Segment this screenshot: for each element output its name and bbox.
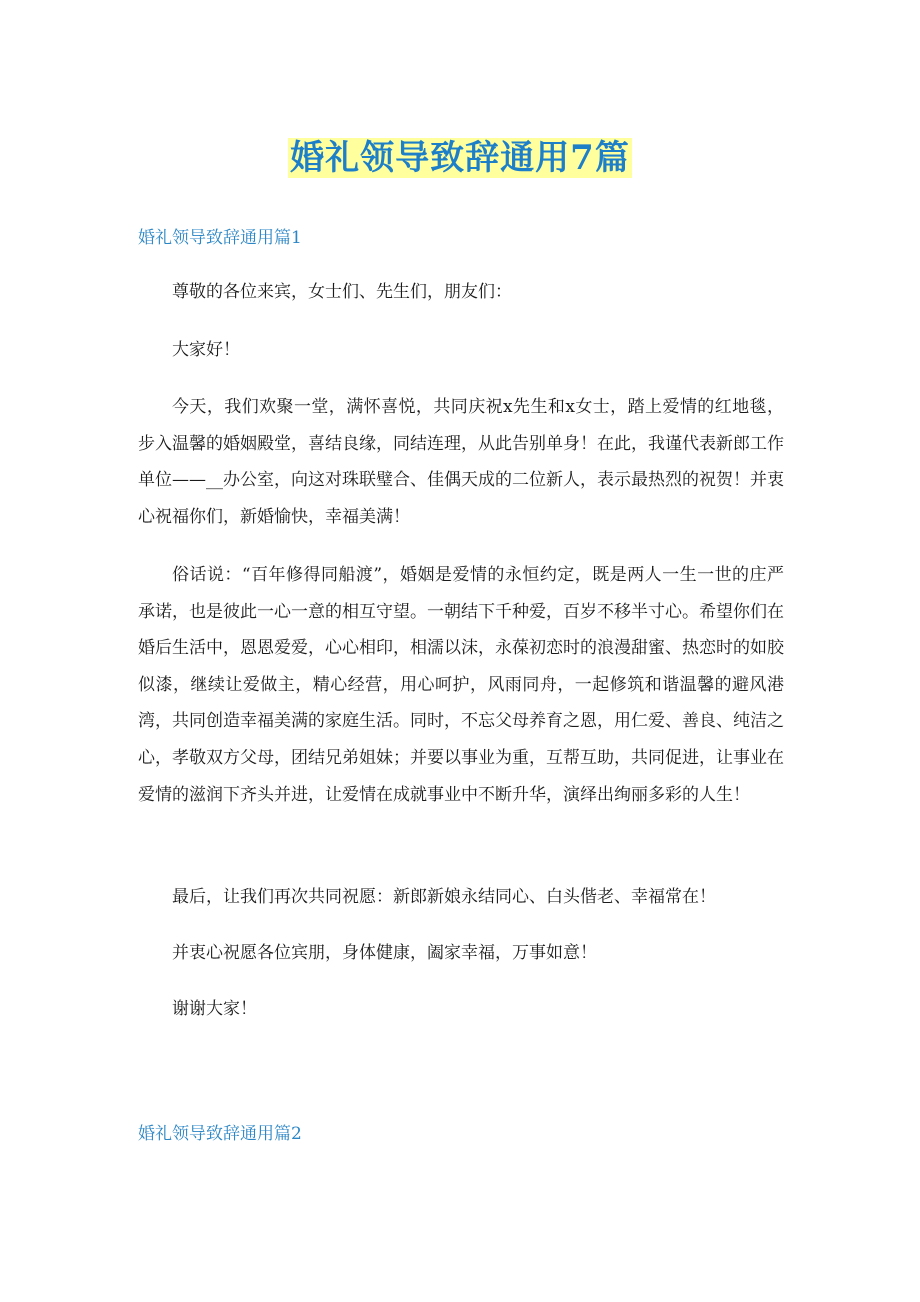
section-heading-1: 婚礼领导致辞通用篇1 — [138, 228, 302, 248]
thanks-paragraph: 谢谢大家！ — [172, 999, 257, 1019]
closing-wish-paragraph: 最后，让我们再次共同祝愿：新郎新娘永结同心、白头偕老、幸福常在！ — [172, 887, 716, 907]
guest-wish-paragraph: 并衷心祝愿各位宾朋，身体健康，阖家幸福，万事如意！ — [172, 943, 597, 963]
body-paragraph-1: 今天，我们欢聚一堂，满怀喜悦，共同庆祝x先生和x女士，踏上爱情的红地毯，步入温馨的婚姻殿堂，喜结良缘，同结连理，从此告别单身！在此，我谨代表新郎工作单位——__办公室，向这对珠联璧合、佳偶天成的二位新人，表示最热烈的祝贺！并衷心祝福你们，新婚愉快，幸福美满！ — [138, 397, 784, 527]
greeting-paragraph: 大家好！ — [172, 340, 240, 360]
body-paragraph-2: 俗话说：“百年修得同船渡”，婚姻是爱情的永恒约定，既是两人一生一世的庄严承诺，也是彼此一心一意的相互守望。一朝结下千种爱，百岁不移半寸心。希望你们在婚后生活中，恩恩爱爱，心心相印，相濡以沫，永葆初恋时的浪漫甜蜜、热恋时的如胶似漆，继续让爱做主，精心经营，用心呵护，风雨同舟，一起修筑和谐温馨的避风港湾，共同创造幸福美满的家庭生活。同时，不忘父母养育之恩，用仁爱、善良、纯洁之心，孝敬双方父母，团结兄弟姐妹；并要以事业为重，互帮互助，共同促进，让事业在爱情的滋润下齐头并进，让爱情在成就事业中不断升华，演绎出绚丽多彩的人生！ — [138, 565, 784, 805]
document-title-text: 婚礼领导致辞通用7篇 — [290, 138, 630, 178]
section-heading-2: 婚礼领导致辞通用篇2 — [138, 1124, 302, 1144]
document-title — [0, 133, 920, 183]
salutation-paragraph: 尊敬的各位来宾，女士们、先生们，朋友们： — [172, 282, 512, 302]
